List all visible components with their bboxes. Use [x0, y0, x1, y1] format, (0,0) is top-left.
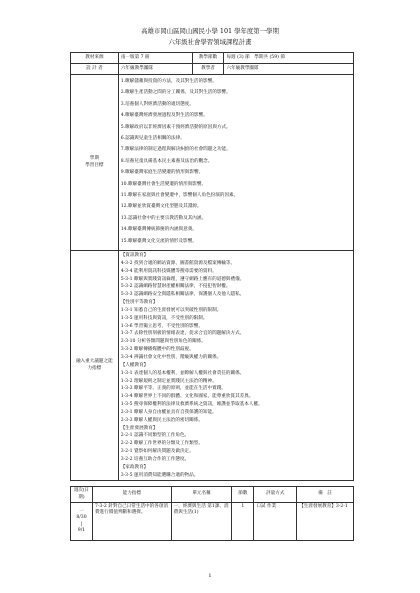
issue-heading: 【生涯發展教育】 [120, 425, 158, 431]
designer-label: 設 計 者 [71, 64, 119, 75]
issue-item: 5-3-3 認識網路安全與隱私相關法律，保護個人及他人隱私。 [120, 292, 245, 298]
issue-item: 1-3-5 運用科技與資訊，不受性別的限制。 [120, 315, 208, 321]
textbook-label: 教材來源 [71, 53, 119, 64]
goal-item: 10.瞭解臺灣社會生活變遷的情形與影響。 [120, 181, 207, 187]
issue-heading: 【人權教育】 [120, 362, 149, 368]
goal-item: 5.瞭解政府以非經濟因素干預經濟活動的原因與方式。 [120, 124, 231, 130]
goal-item: 13.認識社會中的主要宗教活動及其內涵。 [120, 215, 207, 221]
ability-header: 能力指標 [92, 487, 171, 503]
teacher-label: 教學者 [192, 64, 224, 75]
issue-item: 3-2-2 培養互助合作的工作態度。 [120, 456, 190, 462]
issue-item: 4-3-4 能利用資訊科技媒體等搜尋需要的資料。 [120, 268, 217, 274]
goal-item: 15.瞭解臺灣文化交流的情形及影響。 [120, 238, 197, 244]
unit-cell: 一、經濟與生活 第1課、消費與生活(1) [171, 503, 232, 541]
issue-item: 2-3-1 瞭解人身自由權並具有自我保護的知能。 [120, 409, 217, 415]
goal-item: 3.培養個人對經濟活動的適切態度。 [120, 101, 194, 107]
issue-item: 1-3-2 理解規則之制定並實踐民主法治的精神。 [120, 378, 217, 384]
issue-item: 1-3-5 搜尋保障權利的法律及救濟系統之資訊，維護並爭取基本人權。 [120, 402, 263, 408]
periods-cell: 1 [232, 503, 254, 541]
goal-item: 4.瞭解臺灣經濟發展過程及對生活的影響。 [120, 113, 208, 119]
page-number: 1 [208, 573, 212, 579]
issues-list [118, 251, 353, 481]
designer-value: 六年級教學團隊 [118, 64, 192, 75]
goal-item: 8.培養兒童具備基本民主素養及法治的觀念。 [120, 158, 213, 164]
issue-item: 1-3-6 學習獨立思考，不受性別的影響。 [120, 323, 203, 329]
assessment-header: 評量方式 [254, 487, 297, 503]
issue-item: 2-3-3 瞭解人權與民主法治的密切關係。 [120, 417, 203, 423]
issue-item: 3-3-2 瞭解傳播媒體中的性別歧視。 [120, 347, 194, 353]
goal-item: 12.瞭解並欣賞臺灣文化型態及其淵源。 [120, 204, 202, 210]
issue-item: 1-3-7 去除性別刻板的情緒表達，促求合宜的問題解決方式。 [120, 331, 245, 337]
info-table [70, 52, 354, 75]
goals-issues-table [70, 74, 354, 481]
week-header: 週次(日期) [71, 487, 93, 503]
schedule-table [70, 486, 354, 541]
issue-item: 4-3-2 找到合適的網站資源、圖書館資源及檔案傳輸等。 [120, 260, 236, 266]
periods-header: 節數 [232, 487, 254, 503]
table-row [71, 503, 354, 541]
issue-item: 1-3-3 瞭解平等、正義的原則，並能在生活中實踐。 [120, 386, 226, 392]
ability-cell: 7-3-2 針對自己日常生活中的各項消費進行價值判斷和選擇。 [92, 503, 171, 541]
notes-header: 備 註 [297, 487, 354, 503]
issue-item: 3-2-1 覺察如何解決問題及做決定。 [120, 449, 194, 455]
goal-item: 14.瞭解臺灣傳統節慶的內涵與意義。 [120, 227, 197, 233]
goal-item: 6.認識與兒童生活相關的法律。 [120, 136, 185, 142]
goal-item: 7.瞭解法律的制定過程與解決糾紛的社會問題之功能。 [120, 147, 231, 153]
goal-item: 9.瞭解臺灣家庭生活變遷的情形與影響。 [120, 170, 204, 176]
goal-item: 2.瞭解生產活動之間的分工關係，及其對生活的影響。 [120, 90, 231, 96]
plan-title: 六年級社會學習領域課程計畫 [168, 38, 252, 46]
teacher-value: 六年級教學團隊 [224, 64, 354, 75]
issue-item: 1-3-1 表達個人的基本權利，並瞭解人權與社會責任的關係。 [120, 370, 245, 376]
goal-item: 11.瞭解在家庭與社會變遷中，影響個人角色扮演的因素。 [120, 193, 239, 199]
goals-label: 學期 學習目標 [71, 75, 119, 251]
week-cell: 一 8/30 | 9/1 [71, 503, 93, 541]
issue-item: 2-3-10 分析各類問題與性別角色的關係。 [120, 339, 206, 345]
hours-value: 每週 (3) 節 學期共 (59) 節 [224, 53, 354, 64]
goals-list [118, 75, 353, 251]
issue-item: 5-3-2 認識網路智慧財產權相關法律，不侵犯智財權。 [120, 284, 231, 290]
issue-item: 2-2-2 瞭解工作世界的分類及工作類型。 [120, 441, 203, 447]
assessment-cell: 口試 作業 [254, 503, 297, 541]
issue-item: 1-3-4 瞭解世界上不同的群體、文化和國家，能尊重欣賞其差異。 [120, 394, 254, 400]
issue-item: 2-2-1 認識不同類型的工作角色。 [120, 433, 190, 439]
issues-label: 融入重大議題之能 力指標 [71, 251, 119, 481]
issue-item: 1-3-1 知悉自己的生涯發展可以突破性別的限制。 [120, 307, 222, 313]
unit-header: 單元名稱 [171, 487, 232, 503]
issue-heading: 【資訊教育】 [120, 253, 149, 258]
issue-heading: 【性別平等教育】 [120, 300, 158, 306]
goal-item: 1.瞭解儲蓄與投資的方法，及其對生活的影響。 [120, 79, 217, 84]
issue-item: 3-3-5 運用消費知能選購合適的物品。 [120, 472, 199, 478]
notes-cell: 【生涯發展教育】3-2-1 [297, 503, 354, 541]
issue-item: 5-3-1 瞭解與實踐資訊倫理，遵守網路上應有的道德與禮儀。 [120, 276, 245, 282]
textbook-value: 南一版第 7 冊 [118, 53, 192, 64]
issue-heading: 【家政教育】 [120, 464, 149, 470]
issue-item: 3-3-4 辨識社會文化中性別、階級與權力的關係。 [120, 354, 222, 360]
school-title: 高雄市岡山區岡山國民小學 101 學年度第一學期 [141, 27, 279, 35]
hours-label: 教學節數 [192, 53, 224, 64]
